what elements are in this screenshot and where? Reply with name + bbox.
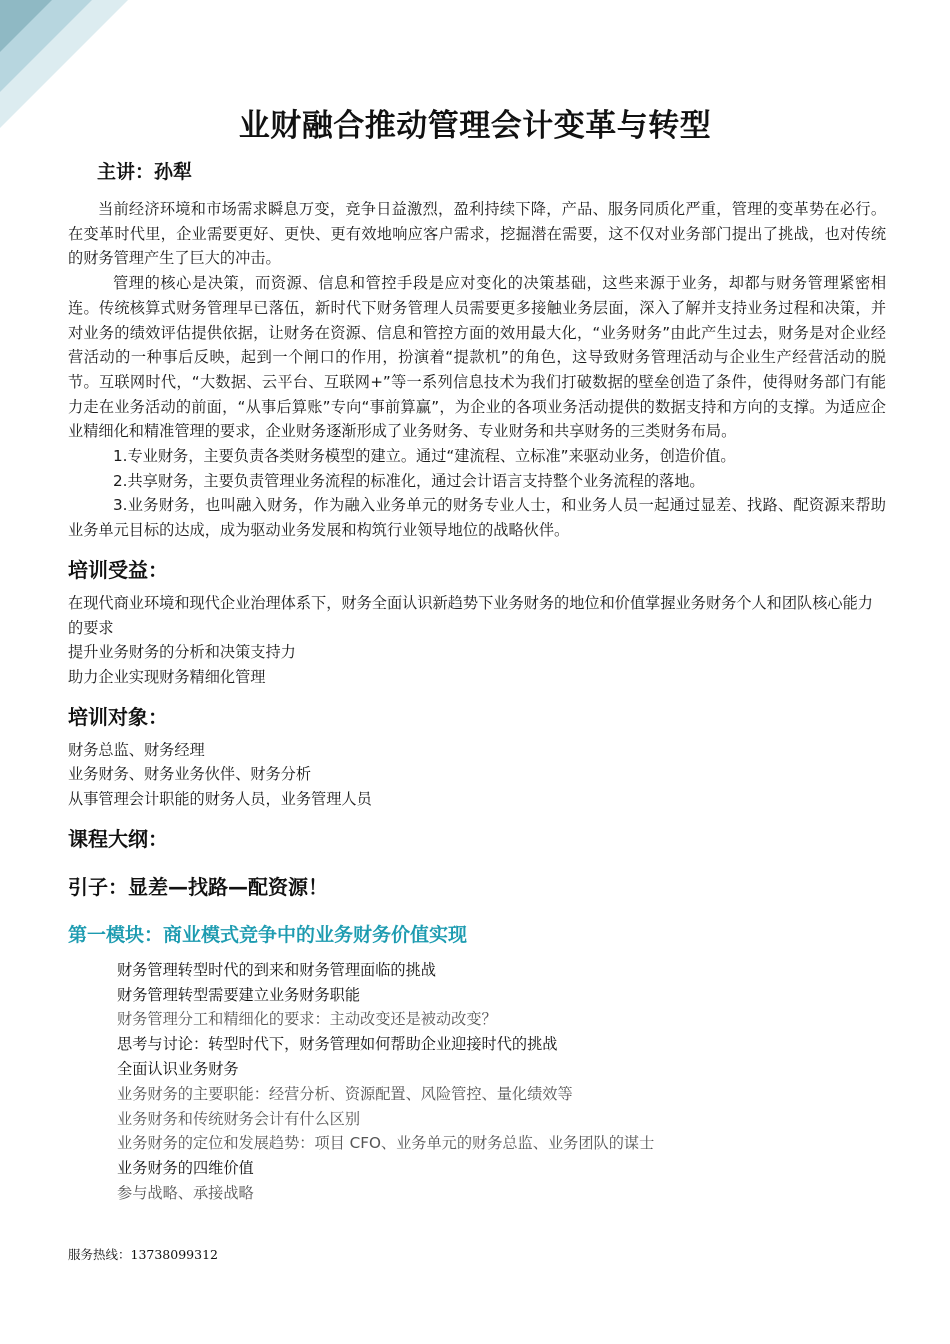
audience-heading: 培训对象：: [68, 704, 168, 729]
document-body: [68, 197, 886, 1206]
page-title: 业财融合推动管理会计变革与转型: [238, 108, 712, 144]
audience-item: 财务总监、财务经理: [68, 740, 205, 759]
intro-paragraph: 当前经济环境和市场需求瞬息万变，竞争日益激烈，盈利持续下降，产品、服务同质化严重，管理的变革势在必行。在变革时代里，企业需要更好、更快、更有效地响应客户需求，挖掘潜在需要，这不仅对业务部门提出了挑战，也对传统的财务管理产生了巨大的冲击。: [68, 200, 886, 268]
outline-subitem: 业务财务的主要职能：经营分析、资源配置、风险管控、量化绩效等: [117, 1084, 573, 1103]
outline-subitem: 业务财务和传统财务会计有什么区别: [117, 1109, 360, 1128]
lecturer: 主讲：孙犁: [97, 161, 193, 183]
benefit-item: 在现代商业环境和现代企业治理体系下，财务全面认识新趋势下业务财务的地位和价值掌握业务财务个人和团队核心能力的要求: [68, 593, 873, 637]
intro-paragraph: 管理的核心是决策，而资源、信息和管控手段是应对变化的决策基础，这些来源于业务，却都与财务管理紧密相连。传统核算式财务管理早已落伍，新时代下财务管理人员需要更多接触业务层面，深入了解并支持业务过程和决策，并对业务的绩效评估提供依据，让财务在资源、信息和管控方面的效用最大化，“业务财务”由此产生过去，财务是对企业经营活动的一种事后反映，起到一个闸口的作用，扮演着“提款机”的角色，这导致财务管理活动与企业生产经营活动的脱节。互联网时代，“大数据、云平台、互联网+”等一系列信息技术为我们打破数据的壁垒创造了条件，使得财务部门有能力走在业务活动的前面，“从事后算账”专向“事前算赢”，为企业的各项业务活动提供的数据支持和方向的支撑。为适应企业精细化和精准管理的要求，企业财务逐渐形成了业务财务、专业财务和共享财务的三类财务布局。: [68, 274, 886, 441]
audience-item: 从事管理会计职能的财务人员，业务管理人员: [68, 790, 372, 809]
audience-item: 业务财务、财务业务伙伴、财务分析: [68, 765, 311, 784]
outline-item: 财务管理转型需要建立业务财务职能: [117, 985, 360, 1004]
finance-type-item: 3.业务财务，也叫融入财务，作为融入业务单元的财务专业人士，和业务人员一起通过显差、找路、配资源来帮助业务单元目标的达成，成为驱动业务发展和构筑行业领导地位的战略伙伴。: [68, 496, 886, 540]
benefits-heading: 培训受益：: [68, 557, 168, 582]
intro-heading: 引子：显差—找路—配资源！: [68, 874, 328, 899]
benefit-item: 助力企业实现财务精细化管理: [68, 667, 266, 686]
service-hotline: 服务热线：13738099312: [68, 1247, 218, 1262]
outline-heading: 课程大纲：: [68, 826, 168, 851]
outline-item: 思考与讨论：转型时代下，财务管理如何帮助企业迎接时代的挑战: [117, 1035, 558, 1054]
benefit-item: 提升业务财务的分析和决策支持力: [68, 643, 296, 662]
module-title: 第一模块：商业模式竞争中的业务财务价值实现: [68, 923, 468, 946]
outline-subitem: 参与战略、承接战略: [117, 1183, 254, 1202]
finance-type-item: 1.专业财务，主要负责各类财务模型的建立。通过“建流程、立标准”来驱动业务，创造价值。: [113, 447, 736, 466]
outline-item: 财务管理转型时代的到来和财务管理面临的挑战: [117, 960, 436, 979]
finance-type-item: 2.共享财务，主要负责管理业务流程的标准化，通过会计语言支持整个业务流程的落地。: [113, 471, 705, 490]
outline-item: 业务财务的四维价值: [117, 1159, 254, 1178]
outline-item: 全面认识业务财务: [117, 1059, 239, 1078]
outline-subitem: 财务管理分工和精细化的要求：主动改变还是被动改变？: [117, 1010, 497, 1029]
module-outline: [68, 958, 886, 1206]
outline-subitem: 业务财务的定位和发展趋势：项目 CFO、业务单元的财务总监、业务团队的谋士: [117, 1134, 655, 1153]
